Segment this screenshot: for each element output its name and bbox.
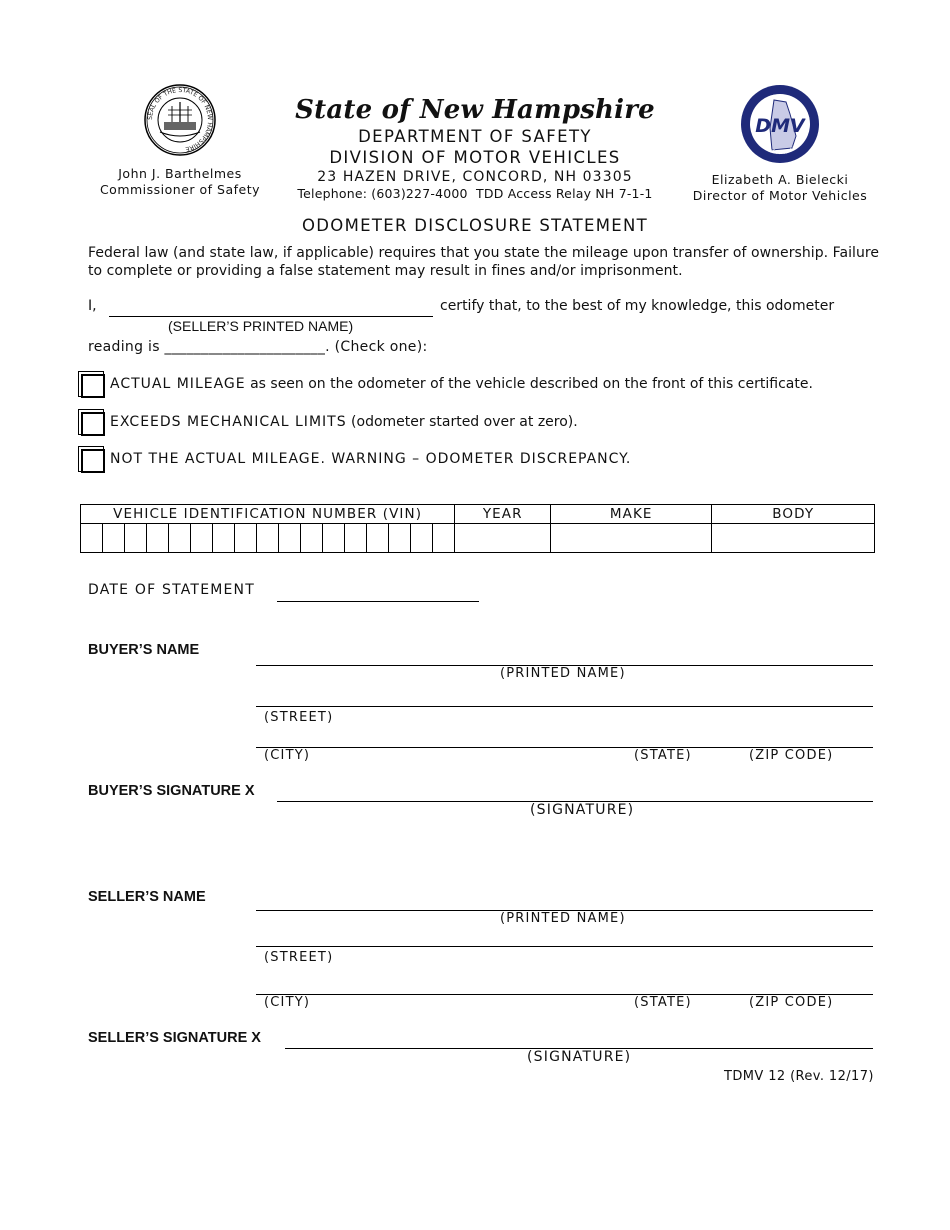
buyer-street-field[interactable] bbox=[256, 706, 873, 707]
vin-digit-cell[interactable] bbox=[367, 524, 389, 553]
vin-digit-cell[interactable] bbox=[103, 524, 125, 553]
certify-prefix: I, bbox=[88, 298, 97, 314]
exceeds-mechanical-limits-checkbox[interactable] bbox=[81, 412, 105, 436]
vin-digit-cell[interactable] bbox=[147, 524, 169, 553]
dmv-logo-text: DMV bbox=[755, 115, 805, 137]
dmv-logo bbox=[740, 84, 820, 164]
vin-digit-cell[interactable] bbox=[433, 524, 455, 553]
seller-street-field[interactable] bbox=[256, 946, 873, 947]
not-actual-mileage-label bbox=[110, 451, 631, 467]
commissioner-name: John J. Barthelmes bbox=[118, 166, 242, 181]
vin-digit-cell[interactable] bbox=[411, 524, 433, 553]
date-of-statement-field[interactable] bbox=[277, 601, 479, 602]
vin-digit-cell[interactable] bbox=[389, 524, 411, 553]
make-field[interactable] bbox=[551, 524, 712, 553]
option-3-caps: NOT THE ACTUAL MILEAGE. WARNING – ODOMETER DISCREPANCY. bbox=[110, 451, 632, 467]
dmv-ring-top-text: w Hampshire Department of Saf bbox=[749, 93, 811, 126]
form-number: TDMV 12 (Rev. 12/17) bbox=[724, 1069, 874, 1084]
vin-digit-cell[interactable] bbox=[345, 524, 367, 553]
vin-digit-cell[interactable] bbox=[235, 524, 257, 553]
make-header: MAKE bbox=[551, 505, 712, 524]
seller-printed-name-caption: (PRINTED NAME) bbox=[500, 911, 626, 926]
intro-line-1: Federal law (and state law, if applicable) requires that you state the mileage upon transfer of ownership. Failure bbox=[88, 245, 880, 261]
vin-header: VEHICLE IDENTIFICATION NUMBER (VIN) bbox=[81, 505, 455, 524]
vin-digit-cell[interactable] bbox=[125, 524, 147, 553]
vehicle-info-table bbox=[80, 504, 875, 553]
not-actual-mileage-checkbox[interactable] bbox=[81, 449, 105, 473]
certify-suffix: certify that, to the best of my knowledge, this odometer bbox=[440, 298, 835, 314]
buyer-state-caption: (STATE) bbox=[634, 748, 692, 763]
year-header: YEAR bbox=[455, 505, 551, 524]
vin-digit-cell[interactable] bbox=[257, 524, 279, 553]
form-title: ODOMETER DISCLOSURE STATEMENT bbox=[302, 216, 648, 235]
vin-digit-cell[interactable] bbox=[279, 524, 301, 553]
seller-state-caption: (STATE) bbox=[634, 995, 692, 1010]
option-2-rest: (odometer started over at zero). bbox=[346, 414, 578, 430]
buyer-name-label: BUYER’S NAME bbox=[88, 642, 200, 658]
option-2-caps: EXCEEDS MECHANICAL LIMITS bbox=[110, 414, 347, 430]
option-1-rest: as seen on the odometer of the vehicle described on the front of this certificate. bbox=[245, 376, 813, 392]
buyer-city-caption: (CITY) bbox=[264, 748, 311, 763]
department-name: DEPARTMENT OF SAFETY bbox=[358, 127, 592, 146]
seller-zip-caption: (ZIP CODE) bbox=[749, 995, 834, 1010]
state-seal bbox=[144, 84, 216, 156]
seller-signature-label: SELLER’S SIGNATURE X bbox=[88, 1030, 261, 1046]
seal-text: SEAL OF THE STATE OF NEW HAMPSHIRE bbox=[146, 86, 214, 153]
actual-mileage-checkbox[interactable] bbox=[81, 374, 105, 398]
buyer-street-caption: (STREET) bbox=[264, 710, 334, 725]
vin-digit-cell[interactable] bbox=[81, 524, 103, 553]
dmv-ring-bottom-text: Division of Motor Vehicles bbox=[752, 134, 808, 157]
seller-printed-name-field[interactable] bbox=[109, 316, 433, 317]
seller-city-caption: (CITY) bbox=[264, 995, 311, 1010]
buyer-signature-label: BUYER’S SIGNATURE X bbox=[88, 783, 255, 799]
buyer-printed-name-caption: (PRINTED NAME) bbox=[500, 666, 626, 681]
seller-signature-caption: (SIGNATURE) bbox=[527, 1049, 632, 1065]
exceeds-mechanical-limits-label bbox=[110, 414, 578, 430]
dmv-telephone: Telephone: (603)227-4000 TDD Access Relay NH 7-1-1 bbox=[297, 186, 653, 201]
vin-digit-cell[interactable] bbox=[323, 524, 345, 553]
seller-printed-name-caption: (SELLER’S PRINTED NAME) bbox=[168, 318, 354, 334]
state-title: State of New Hampshire bbox=[295, 95, 655, 125]
dmv-address: 23 HAZEN DRIVE, CONCORD, NH 03305 bbox=[317, 169, 633, 185]
director-title: Director of Motor Vehicles bbox=[692, 188, 868, 203]
intro-line-2: to complete or providing a false statement may result in fines and/or imprisonment. bbox=[88, 263, 683, 279]
vin-digit-cell[interactable] bbox=[191, 524, 213, 553]
actual-mileage-label bbox=[110, 376, 813, 392]
body-header: BODY bbox=[712, 505, 875, 524]
option-1-caps: ACTUAL MILEAGE bbox=[110, 376, 246, 392]
vin-digit-cell[interactable] bbox=[169, 524, 191, 553]
seller-street-caption: (STREET) bbox=[264, 950, 334, 965]
buyer-zip-caption: (ZIP CODE) bbox=[749, 748, 834, 763]
division-name: DIVISION OF MOTOR VEHICLES bbox=[329, 148, 621, 167]
director-name: Elizabeth A. Bielecki bbox=[711, 172, 849, 187]
vin-digit-cell[interactable] bbox=[301, 524, 323, 553]
body-field[interactable] bbox=[712, 524, 875, 553]
date-of-statement-label: DATE OF STATEMENT bbox=[88, 582, 255, 598]
seller-name-label: SELLER’S NAME bbox=[88, 889, 206, 905]
odometer-reading-line[interactable]: reading is ______________________. (Check one): bbox=[88, 339, 428, 355]
year-field[interactable] bbox=[455, 524, 551, 553]
buyer-signature-caption: (SIGNATURE) bbox=[530, 802, 635, 818]
commissioner-title: Commissioner of Safety bbox=[99, 182, 261, 197]
vin-digit-cell[interactable] bbox=[213, 524, 235, 553]
